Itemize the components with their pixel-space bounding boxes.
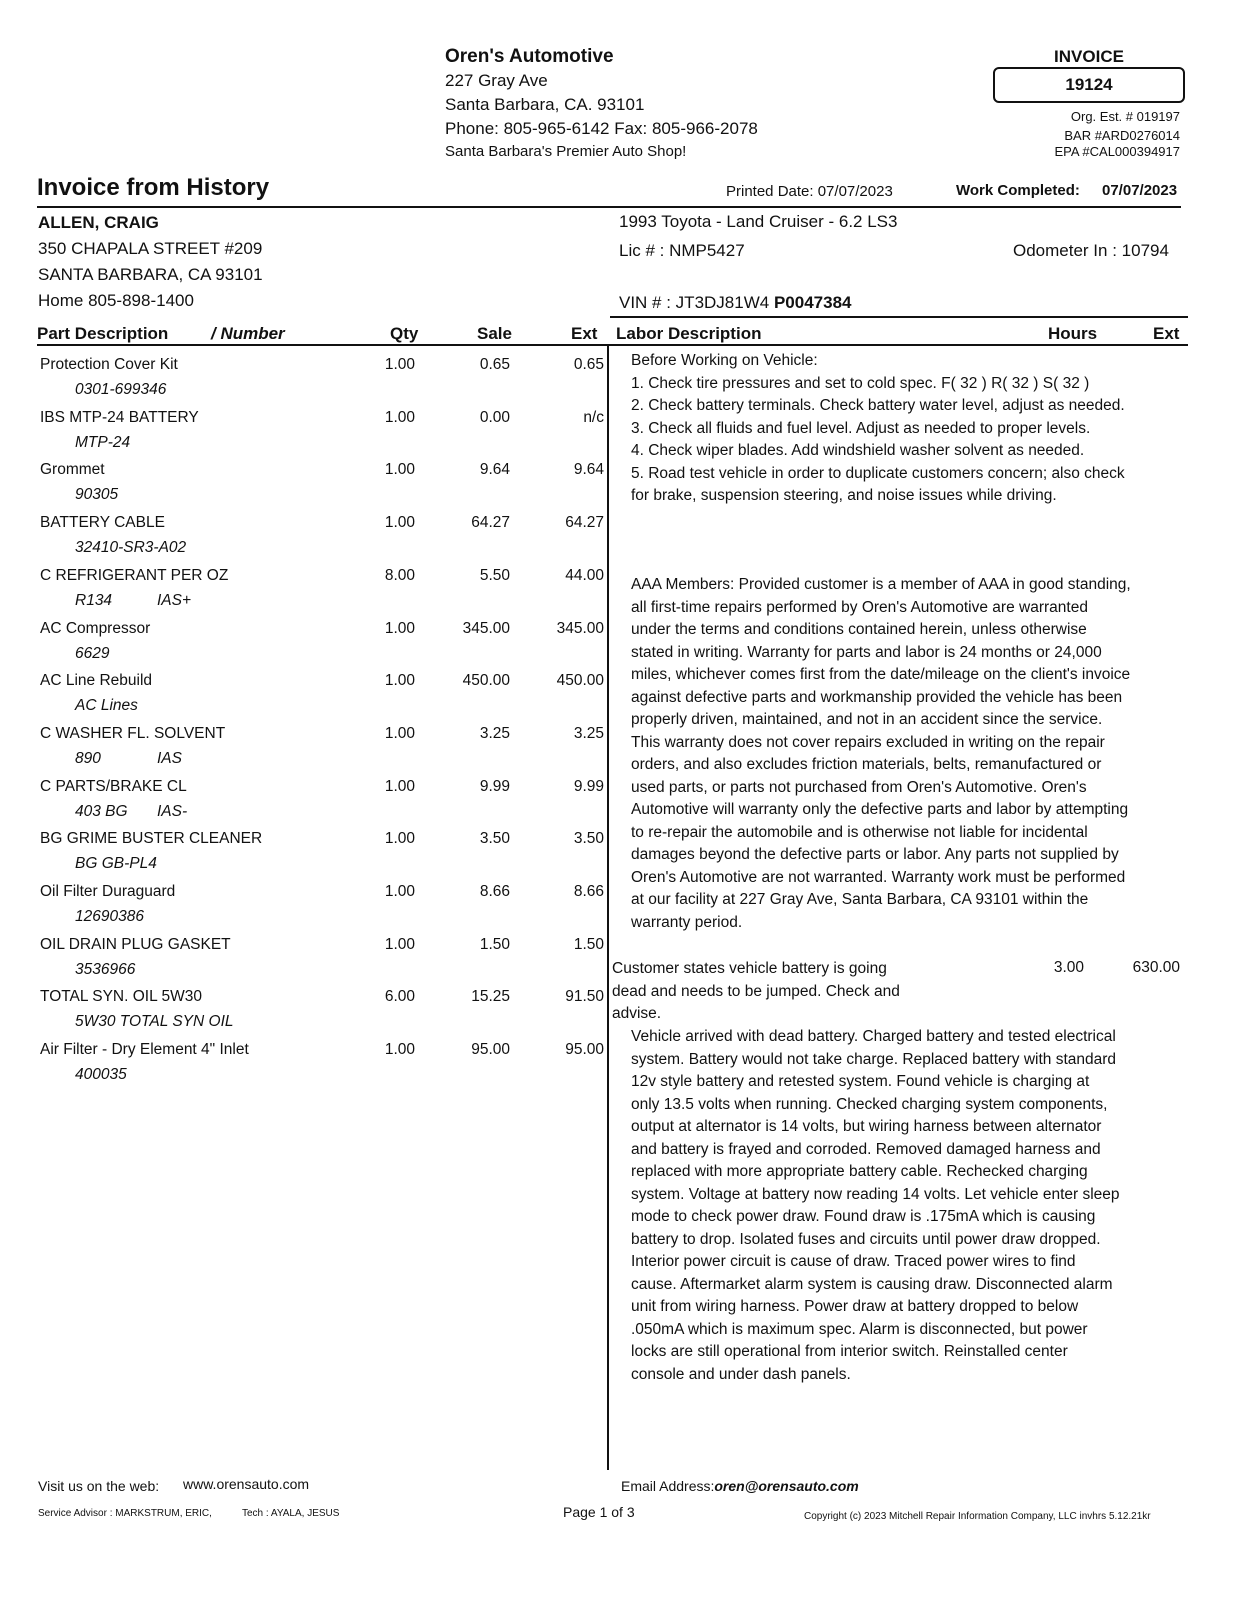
part-number: 403 BG xyxy=(75,803,128,820)
part-ext: 345.00 xyxy=(556,620,604,637)
invoice-number: 19124 xyxy=(993,67,1185,103)
part-number: MTP-24 xyxy=(75,434,131,451)
part-description: AC Line Rebuild xyxy=(40,672,153,689)
part-ext: 450.00 xyxy=(556,672,604,689)
labor-hours: 3.00 xyxy=(1053,959,1084,976)
part-ext: 9.64 xyxy=(573,461,604,478)
part-sale: 15.25 xyxy=(471,988,510,1005)
part-number: 6629 xyxy=(75,645,110,662)
labor-before-line: 4. Check wiper blades. Add windshield washer solvent as needed. xyxy=(631,442,1085,459)
part-number: R134 xyxy=(75,592,113,609)
work-completed-label: Work Completed: xyxy=(956,182,1080,199)
shop-tagline: Santa Barbara's Premier Auto Shop! xyxy=(445,143,687,160)
customer-address2: SANTA BARBARA, CA 93101 xyxy=(38,265,263,284)
vin-prefix: VIN # : JT3DJ81W4 xyxy=(619,293,770,312)
part-description: C PARTS/BRAKE CL xyxy=(40,778,187,795)
invoice-label: INVOICE xyxy=(1054,47,1124,66)
part-sale: 3.25 xyxy=(479,725,510,742)
col-labor-description: Labor Description xyxy=(616,324,762,343)
part-number: 400035 xyxy=(75,1066,127,1083)
labor-warranty: AAA Members: Provided customer is a member of AAA in good standing, all first-time repairs performed by Oren's Automotive are warranted under the terms and conditions contained herein, unless otherwise stated in writing. Warranty for parts and labor is 24 months or 24,000 miles, whichever comes first from the date/mileage on the client's invoice against defective parts and workmanship provided the vehicle has been properly driven, maintained, and not in an accident since the service. This warranty does not cover repairs excluded in writing on the repair orders, and also excludes friction materials, belts, remanufactured or used parts, or parts not purchased from Oren's Automotive. Oren's Automotive will warranty only the defective parts and labor by attempting to re-repair the automobile and is otherwise not liable for incidental damages beyond the defective parts or labor. Any parts not supplied by Oren's Automotive are not warranted. Warranty work must be performed at our facility at 227 Gray Ave, Santa Barbara, CA 93101 within the warranty period. xyxy=(631,576,1131,931)
col-labor-ext: Ext xyxy=(1153,324,1180,343)
customer-phone: Home 805-898-1400 xyxy=(38,291,194,310)
part-description: Oil Filter Duraguard xyxy=(40,883,176,900)
part-qty: 1.00 xyxy=(384,620,415,637)
footer-page-number: Page 1 of 3 xyxy=(563,1504,635,1520)
part-number: BG GB-PL4 xyxy=(75,855,157,872)
part-qty: 1.00 xyxy=(384,514,415,531)
labor-before-line: 2. Check battery terminals. Check battery water level, adjust as needed. xyxy=(631,397,1125,414)
bar-number: BAR #ARD0276014 xyxy=(1064,128,1180,143)
part-number-suffix: IAS+ xyxy=(157,592,192,609)
part-number: 5W30 TOTAL SYN OIL xyxy=(75,1013,234,1030)
part-qty: 1.00 xyxy=(384,830,415,847)
part-description: C REFRIGERANT PER OZ xyxy=(40,567,229,584)
column-separator xyxy=(607,346,609,1470)
labor-before-line: 1. Check tire pressures and set to cold spec. F( 32 ) R( 32 ) S( 32 ) xyxy=(631,374,1090,392)
labor-correction: Vehicle arrived with dead battery. Charged battery and tested electrical system. Battery would not take charge. Replaced battery with standard 12v style battery and retested system. Found vehicle is charging at only 13.5 volts when running. Checked charging system components, output at alternator is 14 volts, but wiring harness between alternator and battery is frayed and corroded. Removed damaged harness and replaced with more appropriate battery cable. Rechecked charging system. Voltage at battery now reading 14 volts. Let vehicle enter sleep mode to check power draw. Found draw is .175mA which is causing battery to drop. Isolated fuses and circuits until power draw dropped. Interior power circuit is cause of draw. Traced power wires to find cause. Aftermarket alarm system is causing draw. Disconnected alarm unit from wiring harness. Power draw at battery dropped to below .050mA which is maximum spec. Alarm is disconnected, but power locks are still operational from interior switch. Reinstalled center console and under dash panels. xyxy=(631,1028,1120,1383)
page-title: Invoice from History xyxy=(37,174,270,201)
part-description: C WASHER FL. SOLVENT xyxy=(40,725,226,742)
footer-email-label: Email Address: xyxy=(621,1478,715,1494)
part-sale: 450.00 xyxy=(462,672,510,689)
part-number: 12690386 xyxy=(75,908,144,925)
part-sale: 1.50 xyxy=(479,936,510,953)
part-description: Protection Cover Kit xyxy=(40,356,178,373)
epa-number: EPA #CAL000394917 xyxy=(1054,144,1180,159)
col-ext: Ext xyxy=(571,324,598,343)
work-completed-date: 07/07/2023 xyxy=(1102,182,1178,199)
footer-visit-label: Visit us on the web: xyxy=(38,1478,160,1494)
part-ext: 8.66 xyxy=(573,883,604,900)
customer-name: ALLEN, CRAIG xyxy=(38,213,159,232)
part-ext: 3.25 xyxy=(573,725,604,742)
footer-email-address[interactable]: oren@orensauto.com xyxy=(714,1478,859,1494)
part-ext: 3.50 xyxy=(573,830,604,847)
part-description: BATTERY CABLE xyxy=(40,514,165,531)
col-hours: Hours xyxy=(1048,324,1098,343)
printed-date: Printed Date: 07/07/2023 xyxy=(726,183,893,200)
part-sale: 95.00 xyxy=(471,1041,510,1058)
part-sale: 345.00 xyxy=(462,620,510,637)
footer-email xyxy=(621,1478,859,1494)
part-ext: 95.00 xyxy=(565,1041,604,1058)
part-sale: 8.66 xyxy=(479,883,510,900)
part-ext: 44.00 xyxy=(565,567,604,584)
part-sale: 9.64 xyxy=(479,461,510,478)
labor-complaint: Customer states vehicle battery is going dead and needs to be jumped. Check and advise. xyxy=(612,960,900,1022)
part-description: AC Compressor xyxy=(40,620,151,637)
footer-website[interactable]: www.orensauto.com xyxy=(183,1476,310,1492)
part-description: OIL DRAIN PLUG GASKET xyxy=(40,936,231,953)
labor-before-line: Before Working on Vehicle: xyxy=(631,352,818,369)
vehicle-divider xyxy=(610,316,1188,318)
part-qty: 1.00 xyxy=(384,356,415,373)
col-sale: Sale xyxy=(477,324,512,343)
part-number: 90305 xyxy=(75,486,119,503)
part-qty: 1.00 xyxy=(384,672,415,689)
shop-city: Santa Barbara, CA. 93101 xyxy=(445,95,645,114)
part-qty: 1.00 xyxy=(384,725,415,742)
org-est-number: Org. Est. # 019197 xyxy=(1070,109,1180,124)
footer-service-advisor: Service Advisor : MARKSTRUM, ERIC, xyxy=(38,1508,212,1519)
shop-street: 227 Gray Ave xyxy=(445,71,548,90)
part-description: Grommet xyxy=(40,461,105,478)
part-ext: 64.27 xyxy=(565,514,604,531)
part-sale: 0.00 xyxy=(479,409,510,426)
footer-copyright: Copyright (c) 2023 Mitchell Repair Information Company, LLC invhrs 5.12.21kr xyxy=(804,1511,1151,1522)
part-ext: 91.50 xyxy=(565,988,604,1005)
part-ext: 1.50 xyxy=(573,936,604,953)
part-qty: 1.00 xyxy=(384,778,415,795)
part-number: 890 xyxy=(75,750,101,767)
shop-name: Oren's Automotive xyxy=(445,46,614,67)
vehicle-license: Lic # : NMP5427 xyxy=(619,241,745,260)
part-qty: 1.00 xyxy=(384,461,415,478)
part-number: 3536966 xyxy=(75,961,136,978)
part-sale: 64.27 xyxy=(471,514,510,531)
part-sale: 3.50 xyxy=(479,830,510,847)
vehicle-description: 1993 Toyota - Land Cruiser - 6.2 LS3 xyxy=(619,212,898,231)
labor-before-line: 3. Check all fluids and fuel level. Adjust as needed to proper levels. xyxy=(631,419,1091,437)
part-qty: 1.00 xyxy=(384,409,415,426)
vehicle-vin xyxy=(619,293,851,313)
part-ext: 0.65 xyxy=(573,356,604,373)
part-qty: 1.00 xyxy=(384,883,415,900)
part-number: 32410-SR3-A02 xyxy=(75,539,187,556)
part-qty: 1.00 xyxy=(384,1041,415,1058)
part-number-suffix: IAS- xyxy=(157,803,188,820)
part-number: 0301-699346 xyxy=(75,381,167,398)
col-qty: Qty xyxy=(390,324,419,343)
part-sale: 9.99 xyxy=(479,778,510,795)
odometer-in: Odometer In : 10794 xyxy=(1013,241,1169,260)
part-qty: 8.00 xyxy=(384,567,415,584)
vin-serial: P0047384 xyxy=(773,293,852,312)
col-number: / Number xyxy=(211,324,285,343)
part-ext: n/c xyxy=(583,409,604,426)
header-divider xyxy=(37,206,1181,208)
labor-ext: 630.00 xyxy=(1132,959,1180,976)
part-description: BG GRIME BUSTER CLEANER xyxy=(40,830,263,847)
customer-address1: 350 CHAPALA STREET #209 xyxy=(38,239,263,258)
footer-tech: Tech : AYALA, JESUS xyxy=(242,1508,340,1519)
col-part-description: Part Description xyxy=(37,324,169,343)
columns-divider xyxy=(37,344,1188,346)
labor-before-line: 5. Road test vehicle in order to duplicate customers concern; also check for brake, suspension steering, and noise issues while driving. xyxy=(631,464,1125,504)
labor-before-work xyxy=(631,350,1136,508)
part-sale: 0.65 xyxy=(479,356,510,373)
shop-phone-fax: Phone: 805-965-6142 Fax: 805-966-2078 xyxy=(445,119,758,138)
part-description: Air Filter - Dry Element 4" Inlet xyxy=(40,1041,249,1058)
part-ext: 9.99 xyxy=(573,778,604,795)
part-description: TOTAL SYN. OIL 5W30 xyxy=(40,988,202,1005)
part-number: AC Lines xyxy=(75,697,138,714)
part-sale: 5.50 xyxy=(479,567,510,584)
part-qty: 6.00 xyxy=(384,988,415,1005)
part-number-suffix: IAS xyxy=(157,750,182,767)
part-qty: 1.00 xyxy=(384,936,415,953)
part-description: IBS MTP-24 BATTERY xyxy=(40,409,199,426)
